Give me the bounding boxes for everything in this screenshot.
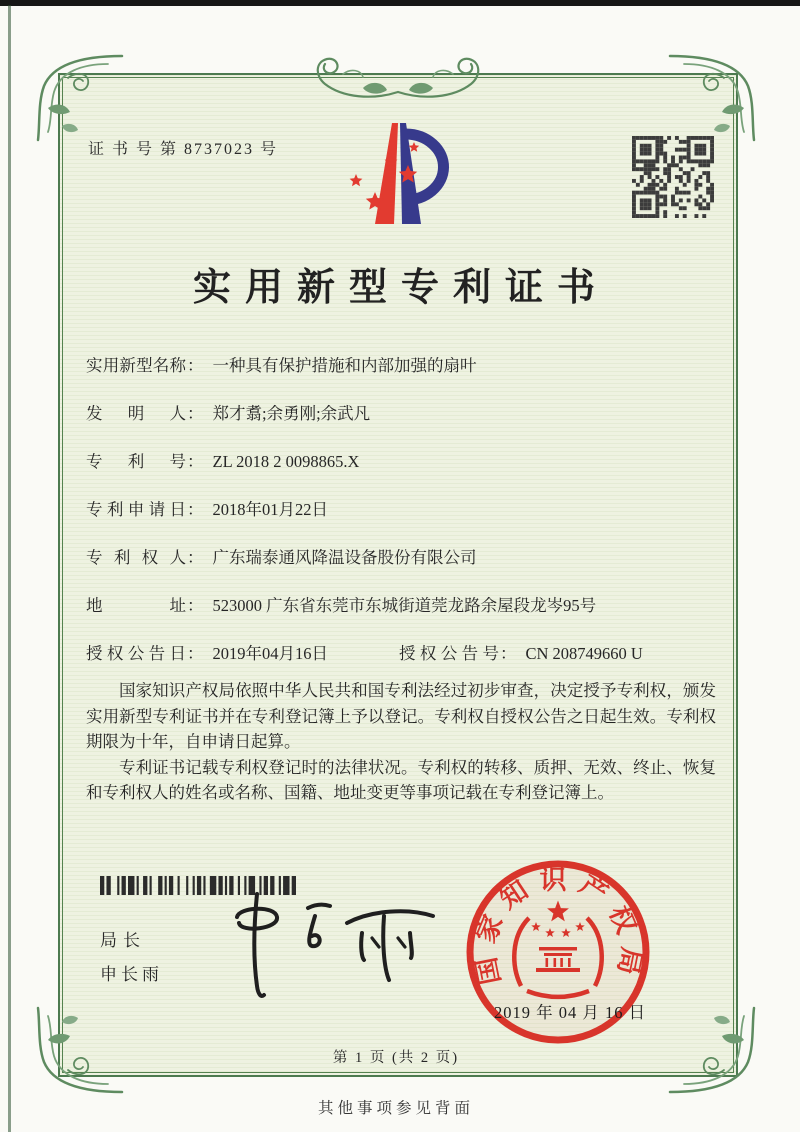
field-colon: ： [187, 356, 204, 375]
field-label: 授权公告日 [86, 644, 186, 663]
field-label: 专利号 [86, 452, 186, 471]
field-row-filing-date [86, 496, 722, 544]
director-role: 局长 [100, 931, 146, 950]
field-colon: ： [187, 644, 204, 663]
certificate-number: 证 书 号 第 8737023 号 [88, 141, 279, 158]
field-label: 授权公告号 [399, 644, 499, 663]
back-note: 其他事项参见背面 [317, 1100, 474, 1117]
legal-paragraphs [86, 678, 716, 806]
field-label: 地址 [86, 596, 186, 615]
field-row-inventors [86, 400, 722, 448]
field-row-address [86, 592, 722, 640]
field-value: 2018年01月22日 [212, 500, 328, 519]
cnipa-logo-icon [328, 118, 474, 232]
field-row-name [86, 352, 722, 400]
seal-date: 2019 年 04 月 16 日 [493, 1003, 647, 1022]
field-label: 实用新型名称 [86, 356, 186, 375]
field-colon: ： [187, 452, 204, 471]
field-row-patentee [86, 544, 722, 592]
field-colon: ： [187, 500, 204, 519]
field-value: 2019年04月16日 [212, 644, 328, 663]
field-value: 一种具有保护措施和内部加强的扇叶 [212, 356, 477, 375]
field-colon: ： [187, 596, 204, 615]
certificate-title: 实用新型专利证书 [192, 267, 609, 309]
field-colon: ： [500, 644, 517, 663]
field-list [86, 352, 722, 688]
field-value: ZL 2018 2 0098865.X [212, 452, 360, 471]
paragraph-grant-statement: 国家知识产权局依照中华人民共和国专利法经过初步审查，决定授予专利权，颁发实用新型专利证书并在专利登记簿上予以登记。专利权自授权公告之日起生效。专利权期限为十年，自申请日起算。 [86, 681, 716, 751]
field-label: 专利权人 [86, 548, 186, 567]
page-indicator: 第 1 页 (共 2 页) [332, 1050, 460, 1066]
grant-date-group [86, 640, 399, 664]
field-value: 523000 广东省东莞市东城街道莞龙路余屋段龙岑95号 [212, 596, 597, 615]
paragraph-register-statement: 专利证书记载专利权登记时的法律状况。专利权的转移、质押、无效、终止、恢复和专利权人的姓名或名称、国籍、地址变更等事项记载在专利登记簿上。 [86, 757, 716, 802]
field-value: 郑才翥;余勇刚;余武凡 [212, 404, 371, 423]
seal-text: 国家知识产权局 [469, 864, 647, 988]
qr-code-icon [632, 136, 714, 218]
director-signature-icon [212, 886, 447, 1004]
field-row-patent-no [86, 448, 722, 496]
field-value: 广东瑞泰通风降温设备股份有限公司 [212, 548, 477, 567]
field-label: 专利申请日 [86, 500, 186, 519]
grant-no-group [399, 640, 712, 664]
director-name: 申长雨 [100, 965, 163, 984]
field-value: CN 208749660 U [525, 644, 643, 663]
scan-edge-top [0, 0, 800, 6]
field-label: 发明人 [86, 404, 186, 423]
field-colon: ： [187, 548, 204, 567]
scan-edge-left [8, 5, 11, 1132]
field-colon: ： [187, 404, 204, 423]
